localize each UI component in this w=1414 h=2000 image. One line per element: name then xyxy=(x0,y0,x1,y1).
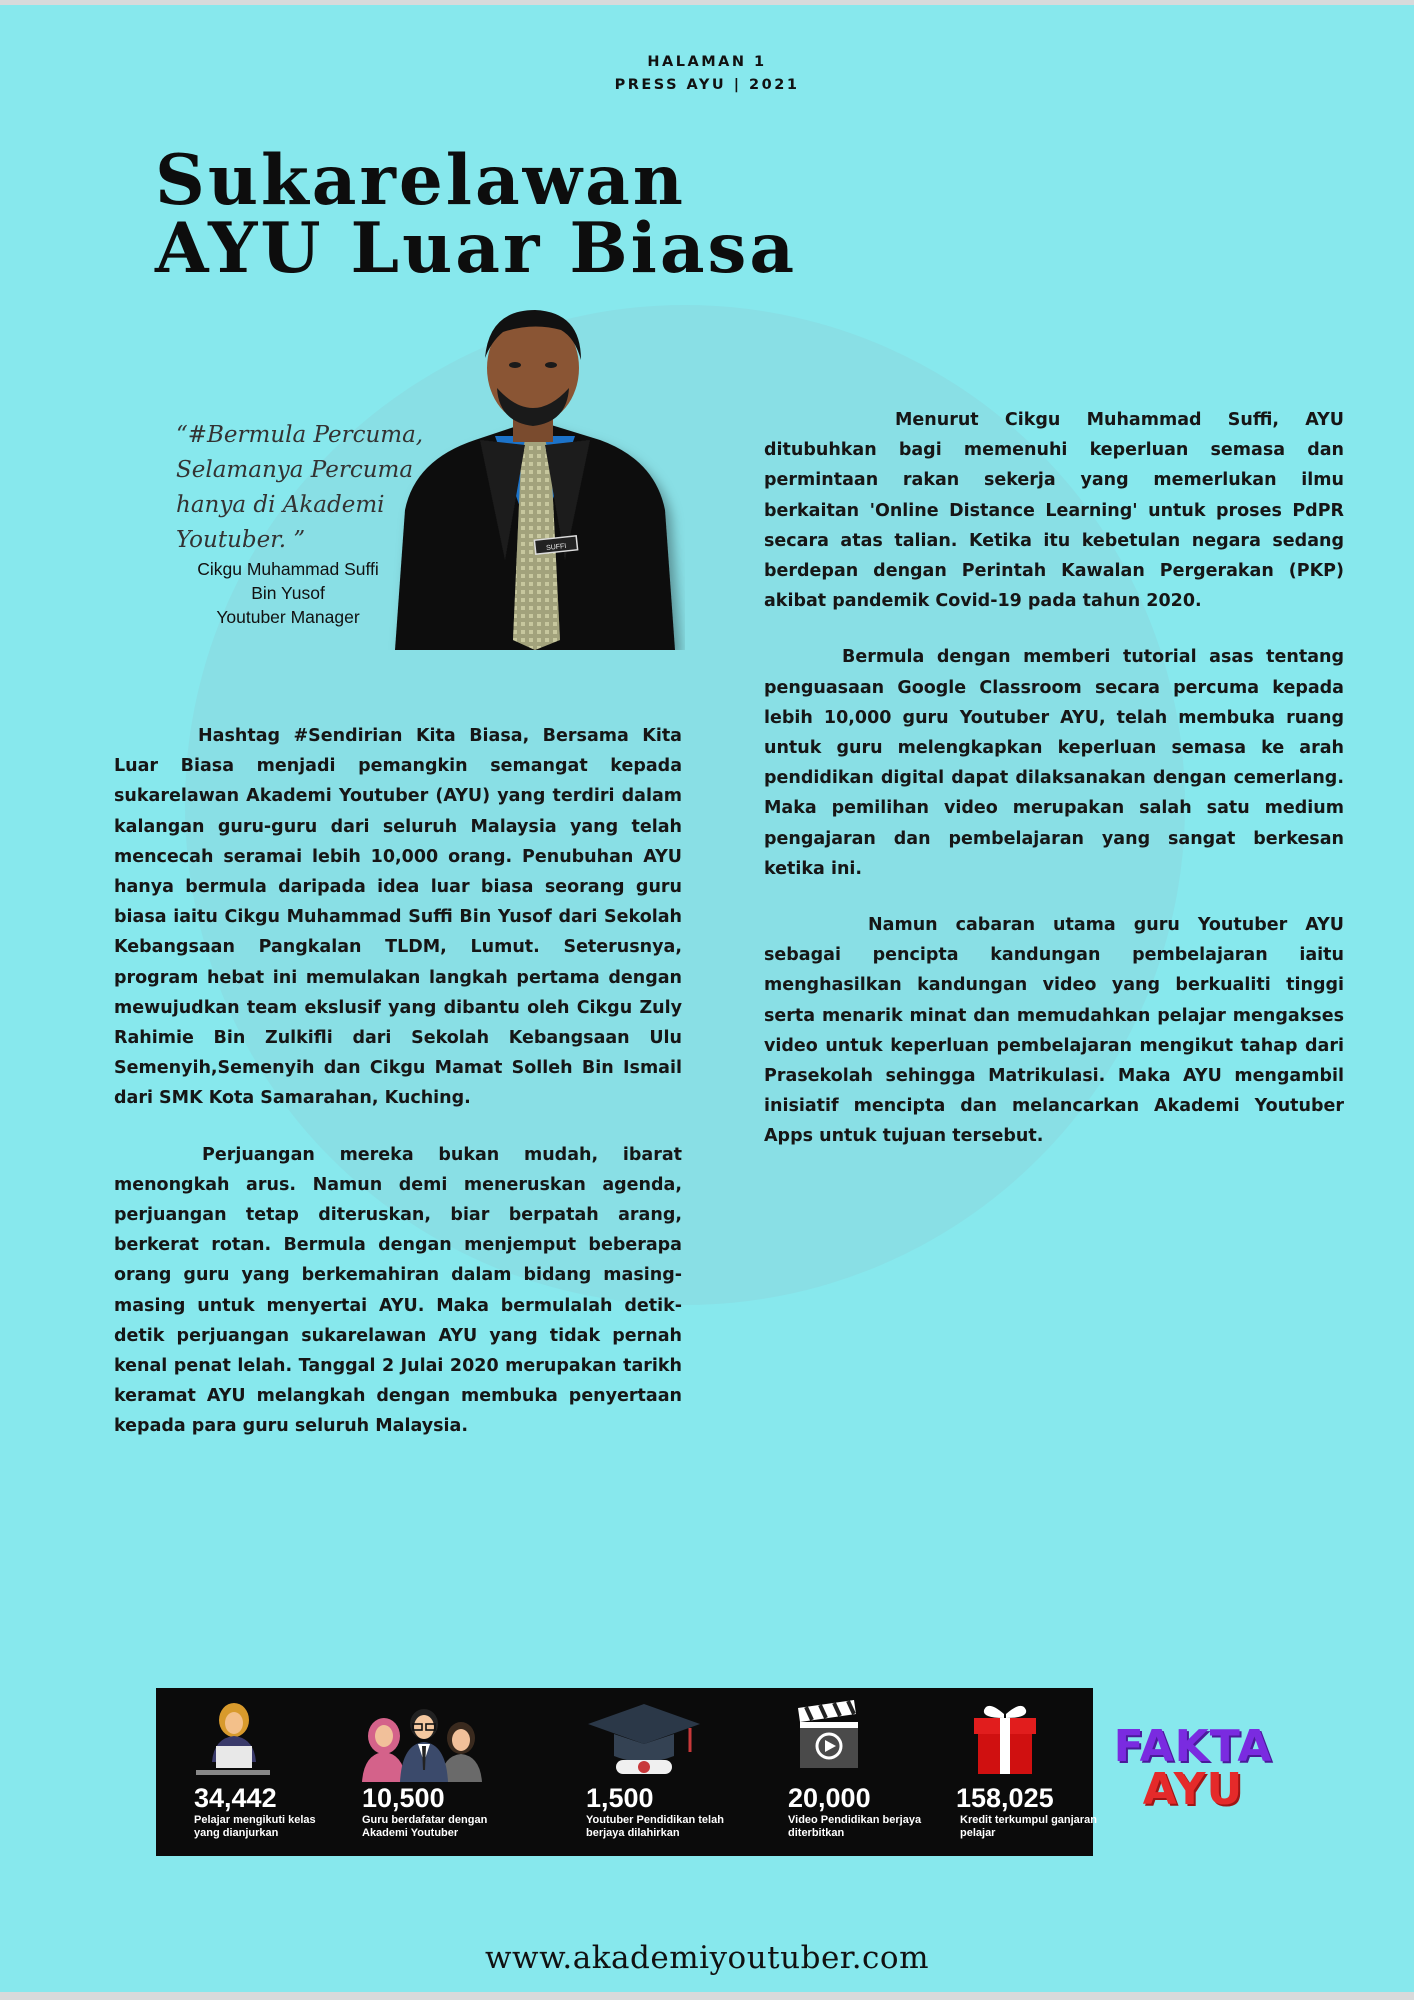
page-title xyxy=(155,140,798,289)
left-column xyxy=(114,721,682,1442)
quote-author-line-2: Bin Yusof xyxy=(251,583,325,603)
title-line-2: AYU Luar Biasa xyxy=(155,208,798,289)
fact-graduates xyxy=(586,1688,746,1856)
quote-author-role: Youtuber Manager xyxy=(216,607,360,627)
teachers-group-icon xyxy=(356,1700,496,1782)
graduation-cap-icon xyxy=(586,1700,706,1782)
fact-credits xyxy=(956,1688,1097,1856)
fakta-logo-line-2: AYU xyxy=(1142,1764,1244,1815)
clapperboard-icon xyxy=(788,1700,868,1778)
fact-caption: Kredit terkumpul ganjaran pelajar xyxy=(960,1814,1097,1839)
quote-author-line-1: Cikgu Muhammad Suffi xyxy=(197,559,379,579)
fakta-ayu-logo xyxy=(1112,1721,1274,1815)
right-paragraph-1: Menurut Cikgu Muhammad Suffi, AYU ditubuhkan bagi memenuhi keperluan semasa dan permintaan rakan sekerja yang memerlukan ilmu berkaitan 'Online Distance Learning' untuk proses PdPR secara atas talian. Ketika itu kebetulan negara sedang berdepan dengan Perintah Kawalan Pergerakan (PKP) akibat pandemik Covid-19 pada tahun 2020. xyxy=(764,410,1344,612)
fact-value: 1,500 xyxy=(586,1783,654,1813)
fact-caption: Guru berdafatar dengan Akademi Youtuber xyxy=(362,1814,488,1839)
right-paragraph-3: Namun cabaran utama guru Youtuber AYU sebagai pencipta kandungan pembelajaran iaitu menghasilkan kandungan video yang berkualiti tinggi serta menarik minat dan memudahkan pelajar mengakses video untuk keperluan pembelajaran mengikut tahap dari Prasekolah sehingga Matrikulasi. Maka AYU mengambil inisiatif mencipta dan melancarkan Akademi Youtuber Apps untuk tujuan tersebut. xyxy=(764,915,1344,1147)
press-page xyxy=(0,5,1414,1992)
left-paragraph-2: Perjuangan mereka bukan mudah, ibarat menongkah arus. Namun demi meneruskan agenda, perjuangan tetap diteruskan, biar berpatah arang, berkerat rotan. Bermula dengan menjemput beberapa orang guru yang berkemahiran dalam bidang masing-masing untuk menyertai AYU. Maka bermulalah detik-detik perjuangan sukarelawan AYU yang tidak pernah kenal penat lelah. Tanggal 2 Julai 2020 merupakan tarikh keramat AYU melangkah dengan membuka penyertaan kepada para guru seluruh Malaysia. xyxy=(114,1144,682,1437)
fact-value: 158,025 xyxy=(956,1783,1054,1813)
fact-value: 34,442 xyxy=(194,1783,277,1813)
title-line-1: Sukarelawan xyxy=(155,140,686,221)
right-column xyxy=(764,405,1344,1152)
fact-videos xyxy=(788,1688,938,1856)
name-badge: SUFFI xyxy=(545,542,567,553)
student-reading-icon xyxy=(194,1700,274,1780)
page-header xyxy=(0,51,1414,97)
fact-caption: Youtuber Pendidikan telah berjaya dilahirkan xyxy=(586,1814,724,1839)
fakta-logo-line-1: FAKTA xyxy=(1113,1721,1273,1772)
website-url[interactable]: www.akademiyoutuber.com xyxy=(485,1940,929,1976)
pull-quote: “#Bermula Percuma, Selamanya Percuma hanya di Akademi Youtuber. ” xyxy=(176,422,424,553)
facts-infographic xyxy=(156,1688,1097,1856)
fact-students xyxy=(194,1688,344,1856)
gift-box-icon xyxy=(970,1700,1040,1780)
page-number: HALAMAN 1 xyxy=(647,54,767,70)
fact-caption: Pelajar mengikuti kelas yang dianjurkan xyxy=(194,1814,316,1839)
page-bottom-edge xyxy=(0,1992,1414,2000)
press-label: PRESS AYU | 2021 xyxy=(614,77,800,93)
fact-caption: Video Pendidikan berjaya diterbitkan xyxy=(788,1814,922,1839)
quote-attribution xyxy=(170,557,406,629)
fact-teachers xyxy=(362,1688,512,1856)
fact-value: 10,500 xyxy=(362,1783,445,1813)
right-paragraph-2: Bermula dengan memberi tutorial asas tentang penguasaan Google Classroom secara percuma kepada lebih 10,000 guru Youtuber AYU, telah membuka ruang untuk guru melengkapkan keperluan semasa ke arah pendidikan digital dapat dilaksanakan dengan cemerlang. Maka pemilihan video merupakan salah satu medium pengajaran dan pembelajaran yang sangat berkesan ketika ini. xyxy=(764,647,1344,879)
left-paragraph-1: Hashtag #Sendirian Kita Biasa, Bersama Kita Luar Biasa menjadi pemangkin semangat kepada sukarelawan Akademi Youtuber (AYU) yang terdiri dalam kalangan guru-guru dari seluruh Malaysia yang telah mencecah seramai lebih 10,000 orang. Penubuhan AYU hanya bermula daripada idea luar biasa seorang guru biasa iaitu Cikgu Muhammad Suffi Bin Yusof dari Sekolah Kebangsaan Pangkalan TLDM, Lumut. Seterusnya, program hebat ini memulakan langkah pertama dengan mewujudkan team ekslusif yang dibantu oleh Cikgu Zuly Rahimie Bin Zulkifli dari Sekolah Kebangsaan Ulu Semenyih,Semenyih dan Cikgu Mamat Solleh Bin Ismail dari SMK Kota Samarahan, Kuching. xyxy=(114,726,682,1109)
fact-value: 20,000 xyxy=(788,1783,871,1813)
